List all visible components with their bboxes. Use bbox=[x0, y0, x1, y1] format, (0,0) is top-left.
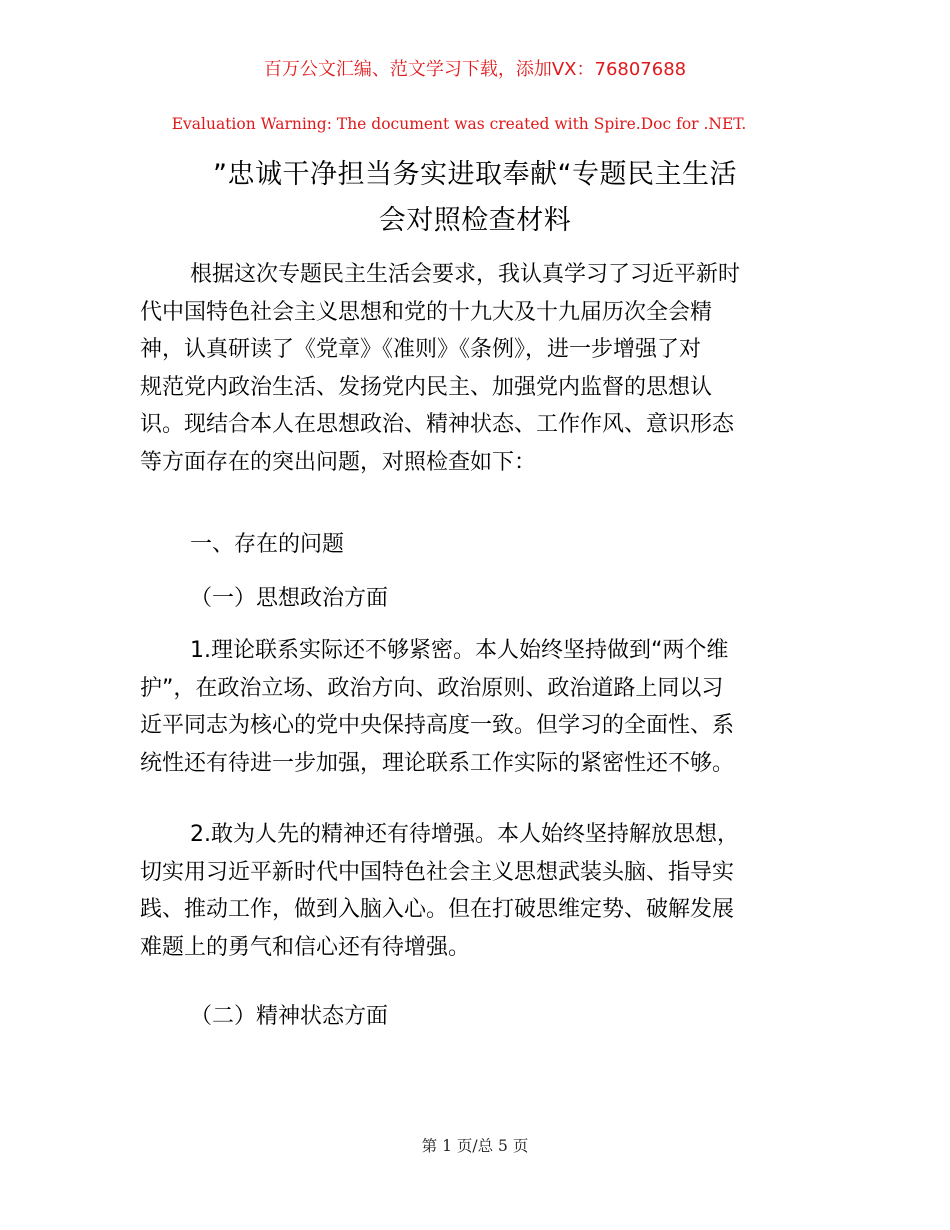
item-paragraph-1 bbox=[140, 632, 812, 782]
page-number: 第 1 页/总 5 页 bbox=[421, 1137, 529, 1155]
paragraph-line: 近平同志为核心的党中央保持高度一致。但学习的全面性、系 bbox=[140, 713, 735, 738]
paragraph-line: 规范党内政治生活、发扬党内民主、加强党内监督的思想认 bbox=[140, 374, 713, 400]
subsection-heading-2 bbox=[140, 998, 812, 1036]
paragraph-line: 1.理论联系实际还不够紧密。本人始终坚持做到“两个维 bbox=[190, 638, 729, 663]
paragraph-line: 难题上的勇气和信心还有待增强。 bbox=[140, 934, 471, 960]
paragraph-line: 根据这次专题民主生活会要求，我认真学习了习近平新时 bbox=[190, 262, 741, 287]
evaluation-warning: Evaluation Warning: The document was created with Spire.Doc for .NET. bbox=[171, 115, 747, 133]
section-heading-text: 一、存在的问题 bbox=[190, 532, 345, 557]
paragraph-line: 2.敢为人先的精神还有待增强。本人始终坚持解放思想， bbox=[190, 822, 739, 847]
item-paragraph-2 bbox=[140, 816, 812, 966]
subsection-heading-1 bbox=[140, 580, 812, 618]
paragraph-line: 识。现结合本人在思想政治、精神状态、工作作风、意识形态 bbox=[140, 412, 735, 437]
intro-paragraph bbox=[140, 256, 812, 481]
paragraph-line: 护”，在政治立场、政治方向、政治原则、政治道路上同以习 bbox=[140, 675, 724, 701]
paragraph-line: 践、推动工作，做到入脑入心。但在打破思维定势、破解发展 bbox=[140, 897, 735, 922]
paragraph-line: 等方面存在的突出问题，对照检查如下： bbox=[140, 449, 537, 475]
document-title bbox=[120, 152, 830, 244]
paragraph-line: 代中国特色社会主义思想和党的十九大及十九届历次全会精 bbox=[140, 299, 713, 325]
subsection-heading-text: （一）思想政治方面 bbox=[190, 586, 389, 611]
promo-header: 百万公文汇编、范文学习下载，添加VX：76807688 bbox=[263, 59, 687, 80]
paragraph-line: 统性还有待进一步加强，理论联系工作实际的紧密性还不够。 bbox=[140, 750, 735, 776]
title-line-1: ”忠诚干净担当务实进取奉献“专题民主生活 bbox=[213, 159, 737, 190]
subsection-heading-text: （二）精神状态方面 bbox=[190, 1004, 389, 1029]
title-line-2: 会对照检查材料 bbox=[378, 205, 572, 236]
paragraph-line: 神，认真研读了《党章》《准则》《条例》，进一步增强了对 bbox=[140, 337, 702, 362]
paragraph-line: 切实用习近平新时代中国特色社会主义思想武装头脑、指导实 bbox=[140, 859, 735, 885]
section-heading-1 bbox=[140, 526, 812, 564]
